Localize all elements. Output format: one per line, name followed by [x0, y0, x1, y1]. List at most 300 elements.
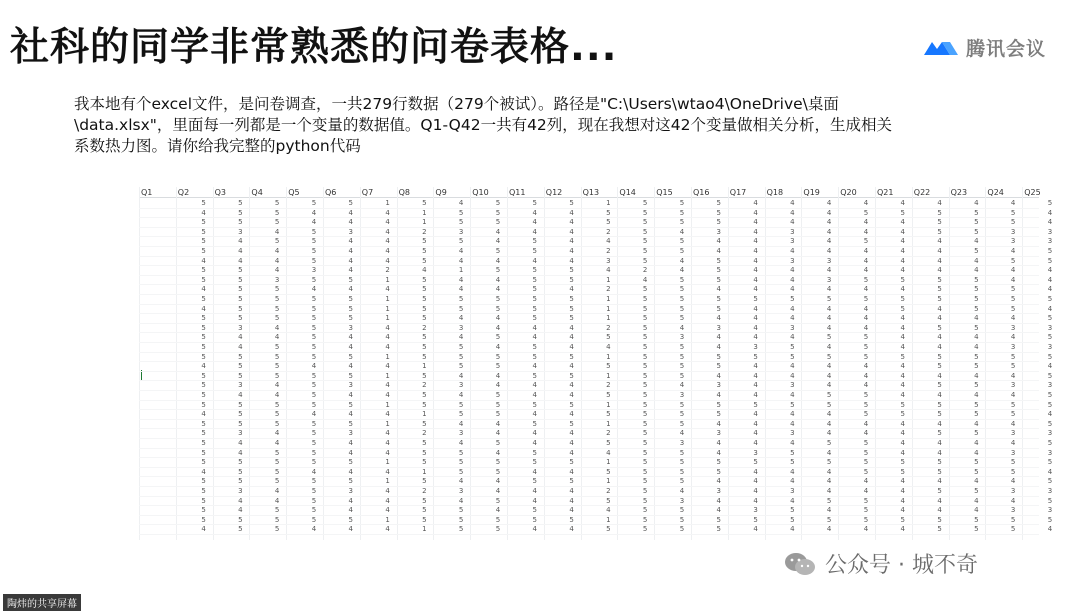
table-cell[interactable]: 5: [716, 410, 721, 419]
table-cell[interactable]: 4: [790, 410, 795, 419]
table-cell[interactable]: 5: [974, 410, 979, 419]
table-cell[interactable]: 4: [863, 381, 869, 390]
table-cell[interactable]: 4: [1047, 467, 1053, 476]
table-cell[interactable]: 4: [679, 266, 685, 275]
table-cell[interactable]: 4: [974, 371, 979, 380]
table-cell[interactable]: 5: [569, 371, 574, 380]
table-cell[interactable]: 4: [900, 439, 905, 447]
table-cell[interactable]: 5: [458, 237, 464, 246]
table-cell[interactable]: 5: [311, 448, 317, 457]
table-cell[interactable]: 4: [1010, 266, 1016, 275]
table-cell[interactable]: 5: [311, 199, 317, 207]
table-cell[interactable]: 2: [422, 227, 427, 236]
table-cell[interactable]: 4: [495, 371, 501, 380]
table-cell[interactable]: 4: [385, 525, 390, 534]
table-cell[interactable]: 5: [790, 343, 795, 351]
table-cell[interactable]: 5: [532, 352, 537, 361]
table-cell[interactable]: 5: [422, 477, 427, 486]
table-cell[interactable]: 4: [606, 506, 611, 515]
table-cell[interactable]: 5: [532, 266, 537, 275]
table-cell[interactable]: 4: [974, 391, 979, 399]
table-cell[interactable]: 5: [642, 487, 648, 495]
table-cell[interactable]: 5: [569, 419, 574, 428]
table-cell[interactable]: 5: [569, 275, 574, 284]
table-cell[interactable]: 5: [1047, 515, 1053, 524]
table-cell[interactable]: 4: [385, 362, 390, 371]
table-cell[interactable]: 2: [606, 227, 611, 236]
table-cell[interactable]: 4: [974, 477, 979, 486]
table-cell[interactable]: 5: [532, 506, 537, 515]
table-cell[interactable]: 4: [863, 525, 869, 534]
table-cell[interactable]: 4: [201, 362, 206, 371]
table-cell[interactable]: 5: [495, 295, 501, 303]
table-cell[interactable]: 5: [679, 525, 685, 534]
table-cell[interactable]: 5: [937, 275, 942, 284]
table-cell[interactable]: 1: [385, 400, 390, 409]
table-cell[interactable]: 5: [422, 496, 427, 505]
table-cell[interactable]: 4: [937, 266, 942, 275]
table-cell[interactable]: 5: [495, 247, 501, 255]
table-cell[interactable]: 4: [863, 362, 869, 371]
table-cell[interactable]: 2: [422, 487, 427, 495]
table-cell[interactable]: 5: [311, 227, 317, 236]
table-cell[interactable]: 5: [716, 275, 721, 284]
column-header[interactable]: Q14: [619, 188, 636, 197]
table-cell[interactable]: 5: [569, 314, 574, 323]
table-cell[interactable]: 5: [201, 247, 206, 255]
table-cell[interactable]: 3: [716, 429, 721, 438]
table-cell[interactable]: 5: [1047, 419, 1053, 428]
table-cell[interactable]: 5: [937, 487, 942, 495]
table-cell[interactable]: 4: [826, 285, 832, 294]
table-cell[interactable]: 4: [385, 496, 390, 505]
table-cell[interactable]: 4: [937, 391, 942, 399]
table-cell[interactable]: 4: [1010, 419, 1016, 428]
table-cell[interactable]: 2: [422, 429, 427, 438]
table-cell[interactable]: 4: [900, 448, 905, 457]
table-cell[interactable]: 4: [1047, 208, 1053, 217]
table-cell[interactable]: 4: [790, 419, 795, 428]
table-cell[interactable]: 4: [974, 237, 979, 246]
table-cell[interactable]: 4: [348, 333, 353, 342]
table-cell[interactable]: 5: [974, 323, 979, 332]
table-cell[interactable]: 3: [458, 381, 464, 390]
table-cell[interactable]: 5: [201, 487, 206, 495]
table-cell[interactable]: 5: [274, 410, 280, 419]
table-cell[interactable]: 1: [606, 275, 611, 284]
table-cell[interactable]: 3: [716, 381, 721, 390]
table-cell[interactable]: 5: [422, 419, 427, 428]
table-cell[interactable]: 4: [1010, 333, 1016, 342]
table-cell[interactable]: 5: [458, 525, 464, 534]
table-cell[interactable]: 4: [790, 467, 795, 476]
column-header[interactable]: Q15: [656, 188, 673, 197]
table-cell[interactable]: 5: [458, 295, 464, 303]
table-cell[interactable]: 5: [458, 515, 464, 524]
table-cell[interactable]: 4: [569, 343, 574, 351]
table-cell[interactable]: 5: [642, 400, 648, 409]
table-cell[interactable]: 5: [274, 467, 280, 476]
table-cell[interactable]: 4: [679, 429, 685, 438]
table-cell[interactable]: 4: [790, 371, 795, 380]
table-cell[interactable]: 5: [716, 352, 721, 361]
table-cell[interactable]: 4: [201, 525, 206, 534]
table-cell[interactable]: 5: [201, 439, 206, 447]
table-cell[interactable]: 1: [606, 477, 611, 486]
table-cell[interactable]: 4: [569, 506, 574, 515]
table-cell[interactable]: 5: [937, 525, 942, 534]
table-cell[interactable]: 5: [974, 352, 979, 361]
table-cell[interactable]: 5: [863, 400, 869, 409]
table-cell[interactable]: 5: [1010, 256, 1016, 265]
table-cell[interactable]: 5: [348, 352, 353, 361]
table-cell[interactable]: 4: [1010, 199, 1016, 207]
table-cell[interactable]: 5: [311, 487, 317, 495]
table-cell[interactable]: 5: [974, 400, 979, 409]
table-cell[interactable]: 5: [642, 247, 648, 255]
table-cell[interactable]: 4: [238, 448, 243, 457]
table-cell[interactable]: 4: [863, 266, 869, 275]
table-cell[interactable]: 4: [569, 381, 574, 390]
table-cell[interactable]: 5: [311, 381, 317, 390]
table-cell[interactable]: 5: [1047, 314, 1053, 323]
table-cell[interactable]: 4: [532, 333, 537, 342]
table-cell[interactable]: 4: [385, 256, 390, 265]
table-cell[interactable]: 5: [311, 275, 317, 284]
table-cell[interactable]: 3: [458, 487, 464, 495]
table-cell[interactable]: 3: [1047, 343, 1053, 351]
table-cell[interactable]: 4: [900, 237, 905, 246]
table-cell[interactable]: 1: [385, 352, 390, 361]
table-cell[interactable]: 5: [274, 352, 280, 361]
table-cell[interactable]: 4: [238, 439, 243, 447]
table-cell[interactable]: 4: [201, 285, 206, 294]
table-cell[interactable]: 4: [274, 487, 280, 495]
table-cell[interactable]: 5: [311, 477, 317, 486]
table-cell[interactable]: 5: [274, 362, 280, 371]
table-cell[interactable]: 4: [348, 391, 353, 399]
table-cell[interactable]: 5: [974, 227, 979, 236]
table-cell[interactable]: 5: [863, 295, 869, 303]
table-cell[interactable]: 4: [606, 266, 611, 275]
table-cell[interactable]: 4: [679, 381, 685, 390]
table-cell[interactable]: 4: [974, 439, 979, 447]
table-cell[interactable]: 3: [753, 343, 758, 351]
table-cell[interactable]: 5: [532, 371, 537, 380]
table-cell[interactable]: 5: [201, 506, 206, 515]
table-cell[interactable]: 4: [495, 343, 501, 351]
table-cell[interactable]: 5: [937, 467, 942, 476]
table-cell[interactable]: 5: [679, 352, 685, 361]
table-cell[interactable]: 5: [716, 515, 721, 524]
table-cell[interactable]: 5: [422, 391, 427, 399]
table-cell[interactable]: 3: [679, 333, 685, 342]
table-cell[interactable]: 4: [642, 275, 648, 284]
table-cell[interactable]: 4: [937, 496, 942, 505]
table-cell[interactable]: 5: [642, 429, 648, 438]
table-cell[interactable]: 4: [863, 487, 869, 495]
table-cell[interactable]: 4: [201, 304, 206, 313]
table-cell[interactable]: 5: [974, 275, 979, 284]
table-cell[interactable]: 5: [790, 448, 795, 457]
table-cell[interactable]: 4: [937, 439, 942, 447]
table-cell[interactable]: 5: [716, 400, 721, 409]
table-cell[interactable]: 5: [937, 362, 942, 371]
table-cell[interactable]: 5: [863, 515, 869, 524]
table-cell[interactable]: 5: [422, 304, 427, 313]
table-cell[interactable]: 5: [201, 419, 206, 428]
table-cell[interactable]: 3: [1010, 343, 1016, 351]
table-cell[interactable]: 5: [753, 352, 758, 361]
table-cell[interactable]: 4: [348, 467, 353, 476]
table-cell[interactable]: 5: [642, 323, 648, 332]
table-cell[interactable]: 5: [863, 208, 869, 217]
table-cell[interactable]: 4: [274, 333, 280, 342]
table-cell[interactable]: 5: [274, 304, 280, 313]
table-cell[interactable]: 4: [790, 275, 795, 284]
table-cell[interactable]: 5: [937, 400, 942, 409]
table-cell[interactable]: 5: [311, 247, 317, 255]
table-cell[interactable]: 4: [679, 227, 685, 236]
table-cell[interactable]: 4: [753, 275, 758, 284]
table-cell[interactable]: 4: [569, 496, 574, 505]
table-cell[interactable]: 3: [679, 496, 685, 505]
table-cell[interactable]: 5: [642, 362, 648, 371]
table-cell[interactable]: 5: [1047, 199, 1053, 207]
table-cell[interactable]: 5: [606, 333, 611, 342]
table-cell[interactable]: 5: [937, 352, 942, 361]
table-cell[interactable]: 5: [826, 352, 832, 361]
table-cell[interactable]: 4: [974, 333, 979, 342]
table-cell[interactable]: 4: [201, 467, 206, 476]
table-cell[interactable]: 5: [679, 467, 685, 476]
table-cell[interactable]: 3: [348, 227, 353, 236]
table-cell[interactable]: 5: [274, 218, 280, 227]
table-cell[interactable]: 4: [937, 419, 942, 428]
table-cell[interactable]: 4: [495, 275, 501, 284]
table-cell[interactable]: 5: [606, 218, 611, 227]
table-cell[interactable]: 5: [1047, 247, 1053, 255]
table-cell[interactable]: 5: [201, 237, 206, 246]
table-cell[interactable]: 4: [458, 333, 464, 342]
table-cell[interactable]: 5: [863, 352, 869, 361]
table-cell[interactable]: 4: [753, 525, 758, 534]
table-cell[interactable]: 5: [1047, 352, 1053, 361]
table-cell[interactable]: 4: [238, 391, 243, 399]
table-cell[interactable]: 5: [753, 400, 758, 409]
column-header[interactable]: Q18: [766, 188, 784, 197]
table-cell[interactable]: 4: [348, 506, 353, 515]
table-cell[interactable]: 5: [790, 295, 795, 303]
table-cell[interactable]: 5: [1047, 295, 1053, 303]
table-cell[interactable]: 5: [201, 391, 206, 399]
table-cell[interactable]: 5: [642, 208, 648, 217]
table-cell[interactable]: 4: [900, 247, 905, 255]
table-cell[interactable]: 4: [311, 218, 317, 227]
table-cell[interactable]: 1: [385, 477, 390, 486]
table-cell[interactable]: 5: [642, 515, 648, 524]
table-cell[interactable]: 4: [900, 285, 905, 294]
table-cell[interactable]: 4: [753, 266, 758, 275]
table-cell[interactable]: 1: [385, 295, 390, 303]
table-cell[interactable]: 3: [238, 487, 243, 495]
table-cell[interactable]: 4: [1010, 275, 1016, 284]
table-cell[interactable]: 5: [238, 208, 243, 217]
table-cell[interactable]: 4: [863, 285, 869, 294]
table-cell[interactable]: 4: [937, 199, 942, 207]
table-cell[interactable]: 4: [238, 333, 243, 342]
table-cell[interactable]: 3: [458, 429, 464, 438]
table-cell[interactable]: 3: [716, 323, 721, 332]
table-cell[interactable]: 5: [274, 515, 280, 524]
table-cell[interactable]: 3: [1047, 237, 1053, 246]
table-cell[interactable]: 5: [422, 256, 427, 265]
table-cell[interactable]: 4: [753, 304, 758, 313]
table-cell[interactable]: 1: [606, 419, 611, 428]
table-cell[interactable]: 4: [753, 247, 758, 255]
table-cell[interactable]: 5: [716, 525, 721, 534]
table-cell[interactable]: 5: [238, 304, 243, 313]
table-cell[interactable]: 4: [790, 304, 795, 313]
table-cell[interactable]: 5: [201, 448, 206, 457]
table-cell[interactable]: 5: [716, 266, 721, 275]
table-cell[interactable]: 5: [458, 343, 464, 351]
table-cell[interactable]: 4: [201, 208, 206, 217]
table-cell[interactable]: 5: [642, 343, 648, 351]
table-cell[interactable]: 4: [458, 247, 464, 255]
table-cell[interactable]: 3: [238, 429, 243, 438]
table-cell[interactable]: 4: [495, 419, 501, 428]
table-cell[interactable]: 5: [201, 314, 206, 323]
table-cell[interactable]: 5: [642, 227, 648, 236]
table-cell[interactable]: 5: [716, 208, 721, 217]
table-cell[interactable]: 5: [201, 371, 206, 380]
table-cell[interactable]: 4: [790, 333, 795, 342]
table-cell[interactable]: 3: [1047, 487, 1053, 495]
table-cell[interactable]: 4: [716, 496, 721, 505]
table-cell[interactable]: 5: [532, 477, 537, 486]
table-cell[interactable]: 5: [642, 314, 648, 323]
table-cell[interactable]: 3: [348, 429, 353, 438]
table-cell[interactable]: 3: [790, 227, 795, 236]
table-cell[interactable]: 4: [716, 314, 721, 323]
table-cell[interactable]: 2: [422, 381, 427, 390]
table-cell[interactable]: 5: [238, 525, 243, 534]
table-cell[interactable]: 4: [385, 391, 390, 399]
table-cell[interactable]: 4: [716, 343, 721, 351]
column-header[interactable]: Q23: [950, 188, 968, 197]
table-cell[interactable]: 5: [974, 525, 979, 534]
table-cell[interactable]: 3: [1010, 448, 1016, 457]
table-cell[interactable]: 5: [274, 400, 280, 409]
table-cell[interactable]: 4: [1010, 247, 1016, 255]
table-cell[interactable]: 4: [458, 371, 464, 380]
table-cell[interactable]: 4: [311, 208, 317, 217]
table-cell[interactable]: 5: [201, 227, 206, 236]
table-cell[interactable]: 5: [863, 391, 869, 399]
table-cell[interactable]: 4: [753, 477, 758, 486]
table-cell[interactable]: 5: [311, 515, 317, 524]
table-cell[interactable]: 5: [458, 218, 464, 227]
table-cell[interactable]: 4: [716, 439, 721, 447]
table-cell[interactable]: 3: [1010, 323, 1016, 332]
table-cell[interactable]: 4: [385, 285, 390, 294]
table-cell[interactable]: 4: [826, 381, 832, 390]
table-cell[interactable]: 3: [1010, 237, 1016, 246]
column-header[interactable]: Q4: [251, 188, 263, 197]
table-cell[interactable]: 5: [1010, 208, 1016, 217]
table-cell[interactable]: 5: [348, 275, 353, 284]
table-cell[interactable]: 5: [569, 400, 574, 409]
table-cell[interactable]: 1: [385, 371, 390, 380]
table-cell[interactable]: 1: [458, 266, 464, 275]
table-cell[interactable]: 4: [1010, 439, 1016, 447]
table-cell[interactable]: 4: [826, 410, 832, 419]
table-cell[interactable]: 5: [826, 496, 832, 505]
table-cell[interactable]: 5: [606, 467, 611, 476]
table-cell[interactable]: 4: [274, 439, 280, 447]
table-cell[interactable]: 1: [385, 458, 390, 467]
table-cell[interactable]: 5: [642, 371, 648, 380]
table-cell[interactable]: 5: [606, 410, 611, 419]
table-cell[interactable]: 5: [238, 410, 243, 419]
table-cell[interactable]: 3: [606, 256, 611, 265]
table-cell[interactable]: 5: [937, 227, 942, 236]
table-cell[interactable]: 4: [569, 429, 574, 438]
table-cell[interactable]: 5: [716, 362, 721, 371]
table-cell[interactable]: 4: [900, 371, 905, 380]
table-cell[interactable]: 4: [679, 487, 685, 495]
table-cell[interactable]: 4: [790, 525, 795, 534]
table-cell[interactable]: 5: [642, 496, 648, 505]
table-cell[interactable]: 4: [826, 362, 832, 371]
table-cell[interactable]: 5: [311, 314, 317, 323]
table-cell[interactable]: 1: [606, 515, 611, 524]
table-cell[interactable]: 5: [863, 506, 869, 515]
table-cell[interactable]: 5: [679, 275, 685, 284]
table-cell[interactable]: 5: [679, 458, 685, 467]
table-cell[interactable]: 4: [348, 256, 353, 265]
table-cell[interactable]: 4: [532, 256, 537, 265]
table-cell[interactable]: 4: [826, 266, 832, 275]
table-cell[interactable]: 1: [385, 515, 390, 524]
table-cell[interactable]: 5: [642, 218, 648, 227]
table-cell[interactable]: 5: [311, 237, 317, 246]
table-cell[interactable]: 4: [826, 247, 832, 255]
table-cell[interactable]: 5: [863, 458, 869, 467]
table-cell[interactable]: 2: [385, 266, 390, 275]
table-cell[interactable]: 5: [495, 391, 501, 399]
table-cell[interactable]: 4: [826, 199, 832, 207]
table-cell[interactable]: 5: [422, 295, 427, 303]
table-cell[interactable]: 5: [238, 352, 243, 361]
table-cell[interactable]: 4: [532, 227, 537, 236]
table-cell[interactable]: 5: [1047, 477, 1053, 486]
table-cell[interactable]: 4: [716, 448, 721, 457]
table-cell[interactable]: 4: [1010, 477, 1016, 486]
table-cell[interactable]: 1: [422, 410, 427, 419]
table-cell[interactable]: 5: [201, 381, 206, 390]
table-cell[interactable]: 4: [716, 285, 721, 294]
table-cell[interactable]: 5: [201, 400, 206, 409]
table-cell[interactable]: 4: [790, 266, 795, 275]
table-cell[interactable]: 5: [274, 506, 280, 515]
table-cell[interactable]: 5: [937, 323, 942, 332]
table-cell[interactable]: 5: [753, 515, 758, 524]
table-cell[interactable]: 4: [826, 237, 832, 246]
table-cell[interactable]: 5: [458, 304, 464, 313]
table-cell[interactable]: 4: [863, 323, 869, 332]
